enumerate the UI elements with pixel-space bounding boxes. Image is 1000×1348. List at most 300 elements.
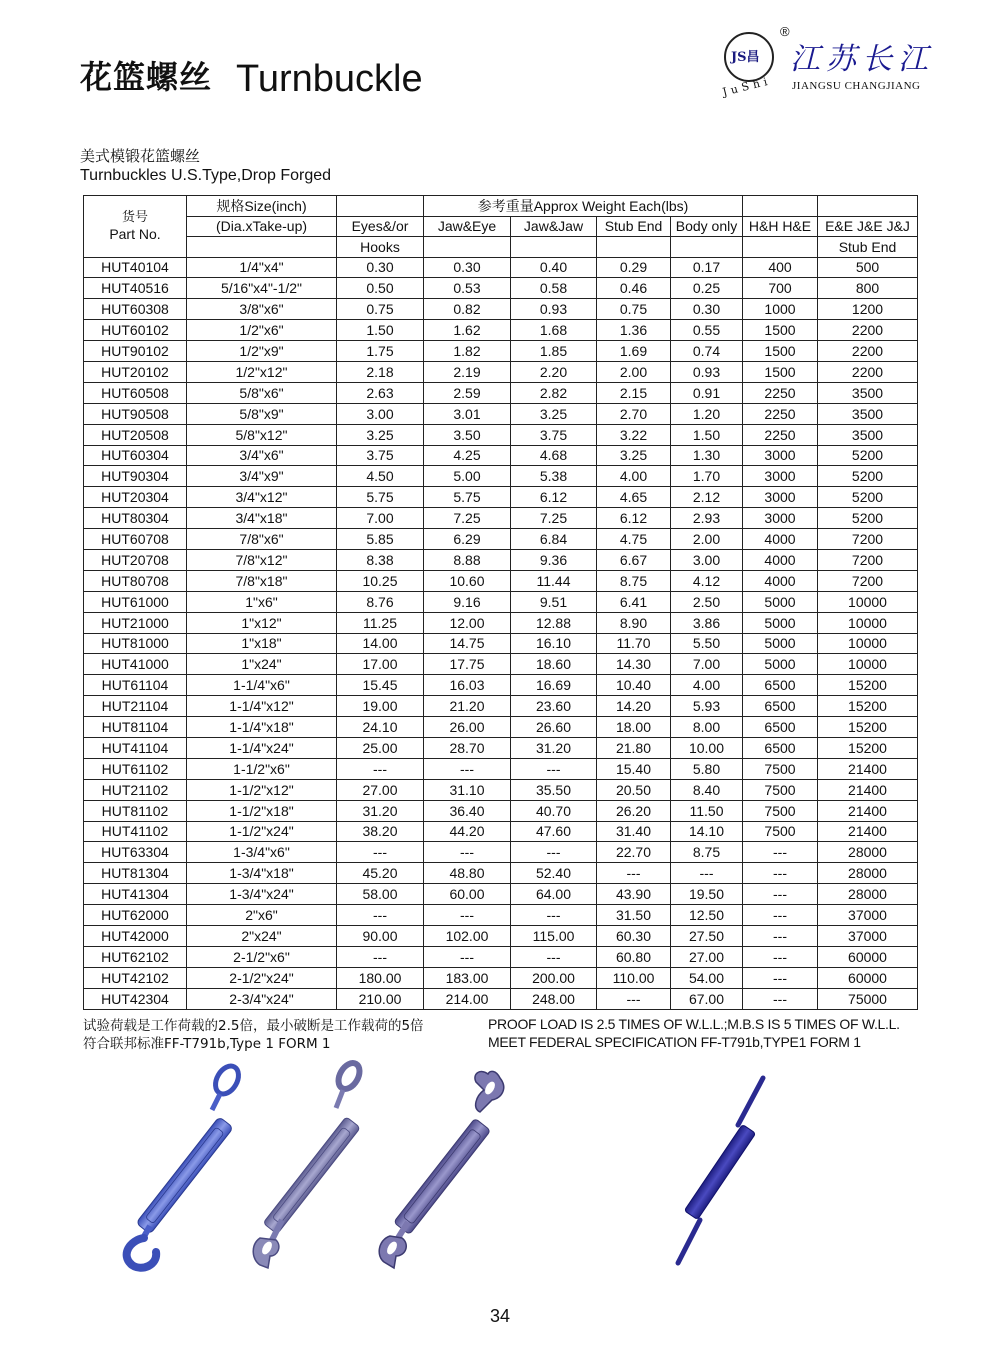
cell-stub-end-weight: 2.70 (597, 403, 671, 424)
cell-jaw-eye-weight: 3.01 (424, 403, 511, 424)
cell-part-no: HUT61000 (84, 591, 187, 612)
cell-jaw-eye-weight: 31.10 (424, 779, 511, 800)
cell-hh-he-value: 6500 (743, 675, 818, 696)
cell-part-no: HUT60708 (84, 529, 187, 550)
cell-jaw-jaw-weight: 11.44 (511, 570, 597, 591)
header-stub-end: Stub End (597, 216, 671, 237)
cell-body-only-weight: 4.12 (671, 570, 743, 591)
cell-jaw-jaw-weight: 9.36 (511, 549, 597, 570)
cell-hh-he-value: 7500 (743, 758, 818, 779)
cell-hh-he-value: 5000 (743, 633, 818, 654)
cell-stub-end-weight: 6.12 (597, 508, 671, 529)
cell-hh-he-value: 5000 (743, 612, 818, 633)
cell-stub-end-weight: 0.29 (597, 257, 671, 278)
cell-eyes-hooks-weight: 180.00 (337, 967, 424, 988)
cell-stub-end-weight: 6.67 (597, 549, 671, 570)
cell-part-no: HUT21102 (84, 779, 187, 800)
cell-jaw-jaw-weight: 26.60 (511, 717, 597, 738)
section-subtitle-cn: 美式模锻花篮螺丝 (80, 147, 201, 165)
cell-ee-je-jj-value: 28000 (818, 863, 918, 884)
table-row (84, 570, 918, 591)
cell-part-no: HUT40516 (84, 278, 187, 299)
company-logo (720, 22, 960, 102)
cell-size: 1"x12" (187, 612, 337, 633)
cell-size: 1/4"x4" (187, 257, 337, 278)
cell-jaw-jaw-weight: 2.20 (511, 361, 597, 382)
cell-eyes-hooks-weight: 7.00 (337, 508, 424, 529)
cell-eyes-hooks-weight: --- (337, 946, 424, 967)
note-en-line1: PROOF LOAD IS 2.5 TIMES OF W.L.L.;M.B.S IS 5 TIMES OF W.L.L. (488, 1016, 900, 1032)
cell-hh-he-value: 6500 (743, 717, 818, 738)
cell-jaw-eye-weight: 0.53 (424, 278, 511, 299)
cell-stub-end-weight: 60.30 (597, 926, 671, 947)
cell-ee-je-jj-value: 2200 (818, 361, 918, 382)
header-hh-he: H&H H&E (743, 216, 818, 237)
cell-ee-je-jj-value: 37000 (818, 926, 918, 947)
cell-part-no: HUT90304 (84, 466, 187, 487)
cell-hh-he-value: 4000 (743, 549, 818, 570)
cell-body-only-weight: 11.50 (671, 800, 743, 821)
cell-hh-he-value: 3000 (743, 508, 818, 529)
header-blank (671, 237, 743, 258)
cell-stub-end-weight: 20.50 (597, 779, 671, 800)
cell-jaw-eye-weight: 10.60 (424, 570, 511, 591)
cell-ee-je-jj-value: 60000 (818, 946, 918, 967)
cell-eyes-hooks-weight: 14.00 (337, 633, 424, 654)
cell-stub-end-weight: 2.15 (597, 382, 671, 403)
cell-jaw-eye-weight: 6.29 (424, 529, 511, 550)
cell-body-only-weight: 2.12 (671, 487, 743, 508)
table-row (84, 737, 918, 758)
page-number: 34 (489, 1306, 511, 1326)
table-header-row-2 (84, 216, 918, 237)
header-size-line1: 规格Size(inch) (187, 196, 337, 217)
cell-body-only-weight: 54.00 (671, 967, 743, 988)
cell-ee-je-jj-value: 10000 (818, 654, 918, 675)
cell-stub-end-weight: 22.70 (597, 842, 671, 863)
cell-ee-je-jj-value: 5200 (818, 466, 918, 487)
cell-body-only-weight: 12.50 (671, 905, 743, 926)
cell-hh-he-value: 3000 (743, 466, 818, 487)
page-title-en: Turnbuckle (236, 58, 423, 100)
cell-size: 1-1/2"x24" (187, 821, 337, 842)
cell-jaw-eye-weight: 0.30 (424, 257, 511, 278)
cell-jaw-jaw-weight: 1.85 (511, 341, 597, 362)
table-row (84, 696, 918, 717)
cell-jaw-eye-weight: 2.19 (424, 361, 511, 382)
cell-jaw-jaw-weight: 18.60 (511, 654, 597, 675)
logo-seal-mark: JS昌 (731, 50, 760, 65)
cell-jaw-jaw-weight: 9.51 (511, 591, 597, 612)
cell-size: 2"x6" (187, 905, 337, 926)
cell-hh-he-value: --- (743, 926, 818, 947)
cell-jaw-eye-weight: --- (424, 758, 511, 779)
cell-body-only-weight: 0.55 (671, 320, 743, 341)
cell-body-only-weight: 0.30 (671, 299, 743, 320)
cell-jaw-eye-weight: 5.75 (424, 487, 511, 508)
cell-stub-end-weight: 43.90 (597, 884, 671, 905)
cell-part-no: HUT42102 (84, 967, 187, 988)
cell-part-no: HUT80304 (84, 508, 187, 529)
cell-hh-he-value: 2250 (743, 382, 818, 403)
table-row (84, 529, 918, 550)
cell-jaw-eye-weight: 214.00 (424, 988, 511, 1009)
cell-jaw-jaw-weight: 248.00 (511, 988, 597, 1009)
cell-eyes-hooks-weight: 45.20 (337, 863, 424, 884)
cell-jaw-jaw-weight: 5.38 (511, 466, 597, 487)
table-row (84, 842, 918, 863)
header-blank (743, 237, 818, 258)
cell-jaw-eye-weight: 28.70 (424, 737, 511, 758)
header-blank (743, 196, 818, 217)
cell-jaw-jaw-weight: 3.25 (511, 403, 597, 424)
cell-body-only-weight: 19.50 (671, 884, 743, 905)
table-row (84, 800, 918, 821)
header-part-no-en: Part No. (109, 226, 161, 243)
cell-jaw-jaw-weight: 64.00 (511, 884, 597, 905)
product-illustrations (100, 1060, 900, 1290)
table-row (84, 633, 918, 654)
table-row (84, 382, 918, 403)
cell-ee-je-jj-value: 10000 (818, 612, 918, 633)
cell-ee-je-jj-value: 800 (818, 278, 918, 299)
cell-jaw-jaw-weight: --- (511, 946, 597, 967)
cell-stub-end-weight: 4.75 (597, 529, 671, 550)
cell-part-no: HUT20708 (84, 549, 187, 570)
cell-hh-he-value: 3000 (743, 445, 818, 466)
cell-jaw-eye-weight: --- (424, 946, 511, 967)
cell-jaw-eye-weight: 1.62 (424, 320, 511, 341)
cell-hh-he-value: 6500 (743, 696, 818, 717)
cell-eyes-hooks-weight: 5.85 (337, 529, 424, 550)
cell-jaw-eye-weight: 48.80 (424, 863, 511, 884)
cell-eyes-hooks-weight: 2.18 (337, 361, 424, 382)
table-row (84, 863, 918, 884)
cell-part-no: HUT90102 (84, 341, 187, 362)
table-row (84, 884, 918, 905)
cell-size: 3/4"x6" (187, 445, 337, 466)
cell-eyes-hooks-weight: 58.00 (337, 884, 424, 905)
cell-part-no: HUT60304 (84, 445, 187, 466)
cell-jaw-jaw-weight: 0.93 (511, 299, 597, 320)
table-row (84, 278, 918, 299)
cell-hh-he-value: 400 (743, 257, 818, 278)
cell-ee-je-jj-value: 500 (818, 257, 918, 278)
proof-load-note-en (488, 1015, 900, 1051)
cell-part-no: HUT62102 (84, 946, 187, 967)
cell-ee-je-jj-value: 3500 (818, 382, 918, 403)
table-row (84, 549, 918, 570)
cell-ee-je-jj-value: 7200 (818, 529, 918, 550)
cell-ee-je-jj-value: 5200 (818, 445, 918, 466)
cell-jaw-eye-weight: 17.75 (424, 654, 511, 675)
cell-eyes-hooks-weight: 19.00 (337, 696, 424, 717)
cell-part-no: HUT21000 (84, 612, 187, 633)
cell-ee-je-jj-value: 15200 (818, 696, 918, 717)
cell-size: 7/8"x12" (187, 549, 337, 570)
cell-jaw-jaw-weight: --- (511, 758, 597, 779)
cell-stub-end-weight: 8.75 (597, 570, 671, 591)
cell-part-no: HUT21104 (84, 696, 187, 717)
cell-ee-je-jj-value: 1200 (818, 299, 918, 320)
cell-stub-end-weight: 3.22 (597, 424, 671, 445)
table-row (84, 821, 918, 842)
cell-part-no: HUT60308 (84, 299, 187, 320)
cell-hh-he-value: 1500 (743, 361, 818, 382)
registered-mark: ® (780, 24, 790, 39)
table-row (84, 361, 918, 382)
cell-jaw-jaw-weight: 16.69 (511, 675, 597, 696)
note-en-line2: MEET FEDERAL SPECIFICATION FF-T791b,TYPE1 FORM 1 (488, 1034, 861, 1050)
cell-body-only-weight: 7.00 (671, 654, 743, 675)
cell-stub-end-weight: 60.80 (597, 946, 671, 967)
cell-ee-je-jj-value: 37000 (818, 905, 918, 926)
cell-size: 5/16"x4"-1/2" (187, 278, 337, 299)
cell-stub-end-weight: 14.30 (597, 654, 671, 675)
logo-name-cn: 江苏长江 (790, 42, 934, 77)
cell-body-only-weight: 5.93 (671, 696, 743, 717)
cell-eyes-hooks-weight: --- (337, 758, 424, 779)
cell-eyes-hooks-weight: 8.76 (337, 591, 424, 612)
cell-jaw-jaw-weight: 7.25 (511, 508, 597, 529)
header-blank (597, 237, 671, 258)
cell-hh-he-value: 3000 (743, 487, 818, 508)
cell-stub-end-weight: 110.00 (597, 967, 671, 988)
cell-body-only-weight: 8.00 (671, 717, 743, 738)
cell-part-no: HUT81000 (84, 633, 187, 654)
cell-hh-he-value: 1500 (743, 320, 818, 341)
cell-hh-he-value: 7500 (743, 821, 818, 842)
cell-part-no: HUT41102 (84, 821, 187, 842)
cell-hh-he-value: 7500 (743, 779, 818, 800)
cell-jaw-eye-weight: 16.03 (424, 675, 511, 696)
cell-size: 2"x24" (187, 926, 337, 947)
cell-hh-he-value: --- (743, 988, 818, 1009)
cell-eyes-hooks-weight: 3.00 (337, 403, 424, 424)
cell-body-only-weight: 1.70 (671, 466, 743, 487)
cell-stub-end-weight: 4.00 (597, 466, 671, 487)
cell-eyes-hooks-weight: 11.25 (337, 612, 424, 633)
header-jaw-jaw: Jaw&Jaw (511, 216, 597, 237)
header-stub-end-2: Stub End (818, 237, 918, 258)
cell-body-only-weight: 0.74 (671, 341, 743, 362)
cell-stub-end-weight: 26.20 (597, 800, 671, 821)
cell-stub-end-weight: 14.20 (597, 696, 671, 717)
cell-jaw-eye-weight: 102.00 (424, 926, 511, 947)
cell-part-no: HUT81102 (84, 800, 187, 821)
cell-jaw-jaw-weight: 31.20 (511, 737, 597, 758)
cell-jaw-eye-weight: 183.00 (424, 967, 511, 988)
header-hooks: Hooks (337, 237, 424, 258)
cell-stub-end-weight: 8.90 (597, 612, 671, 633)
cell-part-no: HUT80708 (84, 570, 187, 591)
cell-stub-end-weight: 31.40 (597, 821, 671, 842)
cell-ee-je-jj-value: 21400 (818, 779, 918, 800)
stub-end-turnbuckle-icon (678, 1078, 763, 1263)
cell-size: 1-1/4"x12" (187, 696, 337, 717)
cell-size: 3/8"x6" (187, 299, 337, 320)
cell-body-only-weight: 2.93 (671, 508, 743, 529)
cell-body-only-weight: 4.00 (671, 675, 743, 696)
cell-ee-je-jj-value: 10000 (818, 591, 918, 612)
cell-jaw-eye-weight: 7.25 (424, 508, 511, 529)
table-header-row-3 (84, 237, 918, 258)
cell-eyes-hooks-weight: 3.75 (337, 445, 424, 466)
cell-ee-je-jj-value: 3500 (818, 424, 918, 445)
cell-eyes-hooks-weight: 31.20 (337, 800, 424, 821)
cell-body-only-weight: 0.91 (671, 382, 743, 403)
cell-stub-end-weight: 0.46 (597, 278, 671, 299)
cell-body-only-weight: 1.20 (671, 403, 743, 424)
logo-name-en: JIANGSU CHANGJIANG (792, 80, 921, 92)
cell-hh-he-value: 7500 (743, 800, 818, 821)
cell-part-no: HUT81304 (84, 863, 187, 884)
cell-eyes-hooks-weight: --- (337, 842, 424, 863)
cell-jaw-eye-weight: --- (424, 842, 511, 863)
cell-ee-je-jj-value: 28000 (818, 842, 918, 863)
cell-body-only-weight: 27.00 (671, 946, 743, 967)
cell-eyes-hooks-weight: 10.25 (337, 570, 424, 591)
page-title-cn: 花篮螺丝 (80, 58, 213, 96)
cell-size: 1"x6" (187, 591, 337, 612)
cell-ee-je-jj-value: 15200 (818, 717, 918, 738)
cell-jaw-jaw-weight: --- (511, 842, 597, 863)
cell-ee-je-jj-value: 7200 (818, 570, 918, 591)
cell-body-only-weight: 1.30 (671, 445, 743, 466)
table-row (84, 758, 918, 779)
cell-eyes-hooks-weight: 27.00 (337, 779, 424, 800)
header-blank (337, 196, 424, 217)
cell-part-no: HUT42304 (84, 988, 187, 1009)
cell-jaw-jaw-weight: 1.68 (511, 320, 597, 341)
table-row (84, 988, 918, 1009)
cell-eyes-hooks-weight: 0.30 (337, 257, 424, 278)
cell-jaw-eye-weight: 0.82 (424, 299, 511, 320)
cell-jaw-eye-weight: 2.59 (424, 382, 511, 403)
cell-ee-je-jj-value: 28000 (818, 884, 918, 905)
cell-eyes-hooks-weight: 25.00 (337, 737, 424, 758)
cell-part-no: HUT41104 (84, 737, 187, 758)
cell-ee-je-jj-value: 3500 (818, 403, 918, 424)
cell-eyes-hooks-weight: 5.75 (337, 487, 424, 508)
cell-eyes-hooks-weight: 1.75 (337, 341, 424, 362)
cell-stub-end-weight: 31.50 (597, 905, 671, 926)
cell-size: 1-3/4"x24" (187, 884, 337, 905)
jaw-and-eye-turnbuckle-icon (253, 1060, 364, 1268)
table-row (84, 946, 918, 967)
cell-hh-he-value: --- (743, 842, 818, 863)
cell-ee-je-jj-value: 15200 (818, 737, 918, 758)
cell-ee-je-jj-value: 60000 (818, 967, 918, 988)
cell-ee-je-jj-value: 5200 (818, 508, 918, 529)
cell-body-only-weight: 3.00 (671, 549, 743, 570)
cell-eyes-hooks-weight: 38.20 (337, 821, 424, 842)
cell-size: 2-1/2"x24" (187, 967, 337, 988)
cell-jaw-jaw-weight: 47.60 (511, 821, 597, 842)
cell-part-no: HUT62000 (84, 905, 187, 926)
cell-hh-he-value: 700 (743, 278, 818, 299)
note-cn-line2: 符合联邦标准FF-T791b,Type 1 FORM 1 (83, 1036, 331, 1052)
cell-stub-end-weight: 21.80 (597, 737, 671, 758)
proof-load-note-cn (83, 1017, 424, 1053)
table-row (84, 654, 918, 675)
cell-part-no: HUT81104 (84, 717, 187, 738)
cell-size: 2-3/4"x24" (187, 988, 337, 1009)
cell-body-only-weight: 67.00 (671, 988, 743, 1009)
table-row (84, 779, 918, 800)
cell-hh-he-value: 2250 (743, 424, 818, 445)
cell-eyes-hooks-weight: 15.45 (337, 675, 424, 696)
header-body-only: Body only (671, 216, 743, 237)
cell-jaw-jaw-weight: 23.60 (511, 696, 597, 717)
cell-ee-je-jj-value: 21400 (818, 758, 918, 779)
table-row (84, 341, 918, 362)
cell-hh-he-value: --- (743, 946, 818, 967)
cell-size: 2-1/2"x6" (187, 946, 337, 967)
cell-hh-he-value: 1000 (743, 299, 818, 320)
cell-hh-he-value: --- (743, 884, 818, 905)
cell-size: 1-1/4"x24" (187, 737, 337, 758)
cell-eyes-hooks-weight: 0.75 (337, 299, 424, 320)
cell-size: 1"x18" (187, 633, 337, 654)
cell-hh-he-value: 5000 (743, 591, 818, 612)
cell-body-only-weight: 3.86 (671, 612, 743, 633)
cell-jaw-jaw-weight: 2.82 (511, 382, 597, 403)
cell-eyes-hooks-weight: 3.25 (337, 424, 424, 445)
table-row (84, 299, 918, 320)
cell-stub-end-weight: 0.75 (597, 299, 671, 320)
header-jaw-eye: Jaw&Eye (424, 216, 511, 237)
header-size-line2: (Dia.xTake-up) (187, 216, 337, 237)
cell-stub-end-weight: --- (597, 863, 671, 884)
cell-jaw-eye-weight: 5.00 (424, 466, 511, 487)
cell-hh-he-value: 4000 (743, 529, 818, 550)
cell-body-only-weight: 0.25 (671, 278, 743, 299)
table-row (84, 926, 918, 947)
header-blank (187, 237, 337, 258)
cell-part-no: HUT61102 (84, 758, 187, 779)
cell-size: 1/2"x12" (187, 361, 337, 382)
cell-hh-he-value: --- (743, 905, 818, 926)
table-row (84, 508, 918, 529)
table-row (84, 445, 918, 466)
cell-jaw-jaw-weight: 115.00 (511, 926, 597, 947)
cell-size: 7/8"x18" (187, 570, 337, 591)
cell-jaw-jaw-weight: 0.40 (511, 257, 597, 278)
cell-stub-end-weight: 1.36 (597, 320, 671, 341)
cell-eyes-hooks-weight: 17.00 (337, 654, 424, 675)
cell-body-only-weight: 2.00 (671, 529, 743, 550)
table-row (84, 424, 918, 445)
cell-stub-end-weight: 15.40 (597, 758, 671, 779)
cell-jaw-jaw-weight: 12.88 (511, 612, 597, 633)
cell-ee-je-jj-value: 21400 (818, 800, 918, 821)
logo-seal-arc-text: JuShi (721, 74, 773, 99)
cell-part-no: HUT60102 (84, 320, 187, 341)
cell-jaw-jaw-weight: 3.75 (511, 424, 597, 445)
cell-hh-he-value: --- (743, 863, 818, 884)
cell-ee-je-jj-value: 15200 (818, 675, 918, 696)
header-blank (818, 196, 918, 217)
cell-ee-je-jj-value: 5200 (818, 487, 918, 508)
cell-part-no: HUT20304 (84, 487, 187, 508)
cell-body-only-weight: 1.50 (671, 424, 743, 445)
cell-jaw-eye-weight: 44.20 (424, 821, 511, 842)
table-row (84, 675, 918, 696)
cell-part-no: HUT61104 (84, 675, 187, 696)
cell-jaw-eye-weight: 12.00 (424, 612, 511, 633)
table-row (84, 403, 918, 424)
